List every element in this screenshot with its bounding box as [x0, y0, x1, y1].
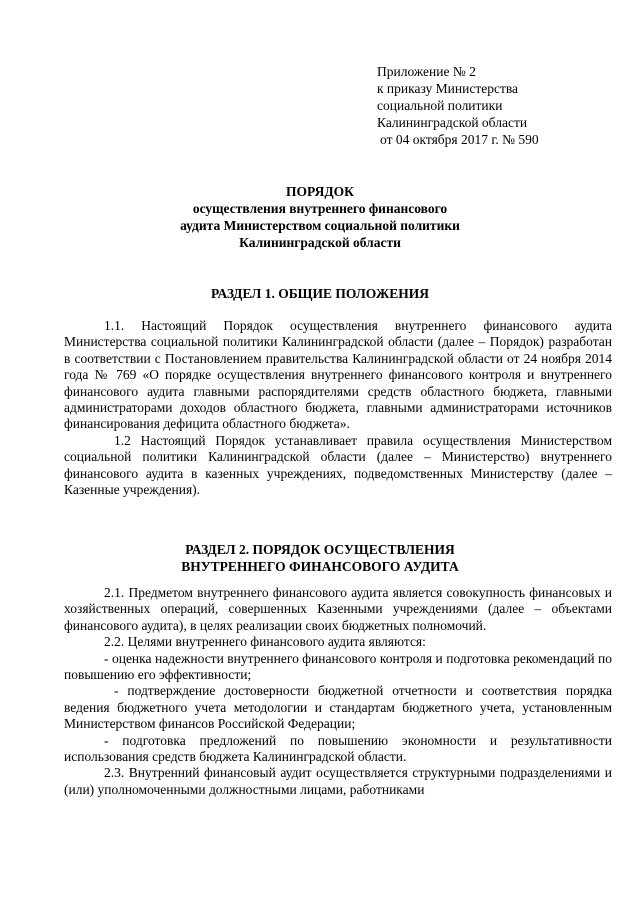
appendix-line-date: от 04 октября 2017 г. № 590: [380, 132, 539, 147]
title-line: Калининградской области: [239, 235, 401, 250]
section-1-body: [64, 318, 612, 498]
paragraph-2-3: 2.3. Внутренний финансовый аудит осуществляется структурными подразделениями и (или) уполномоченными должностными лицами, работниками: [64, 765, 612, 797]
appendix-block: [377, 63, 539, 148]
document-title: [0, 183, 640, 251]
section-heading-line: ВНУТРЕННЕГО ФИНАНСОВОГО АУДИТА: [181, 559, 459, 574]
paragraph-2-2-item: - подтверждение достоверности бюджетной отчетности и соответствия порядка ведения бюджетного учета методологии и стандартам бюджетного учета, установленным Министерством финансов Российской Федерации;: [64, 683, 612, 732]
title-line: аудита Министерством социальной политики: [180, 218, 460, 233]
section-heading-line: РАЗДЕЛ 1. ОБЩИЕ ПОЛОЖЕНИЯ: [210, 286, 430, 301]
title-line: ПОРЯДОК: [286, 184, 354, 199]
appendix-line: социальной политики: [377, 98, 503, 113]
section-2-body: [64, 585, 612, 798]
title-line: осуществления внутреннего финансового: [192, 201, 448, 216]
paragraph-2-2-item: - подготовка предложений по повышению экономности и результативности использования средств бюджета Калининградской области.: [64, 732, 612, 765]
appendix-line: Калининградской области: [377, 115, 528, 130]
section-1-heading: [0, 285, 640, 302]
section-2-heading: [0, 541, 640, 575]
appendix-line: к приказу Министерства: [377, 81, 519, 96]
paragraph-2-2: 2.2. Целями внутреннего финансового аудита являются:: [104, 634, 426, 650]
paragraph-1-1: 1.1. Настоящий Порядок осуществления внутреннего финансового аудита Министерства социальной политики Калининградской области (далее – Порядок) разработан в соответствии с Постановлением правительства Калининградской области от 24 ноября 2014 года № 769 «О порядке осуществления внутреннего финансового контроля и внутреннего финансового аудита главными распорядителями средств областного бюджета, главными администраторами доходов областного бюджета, главными администраторами источников финансирования дефицита областного бюджета».: [64, 318, 612, 432]
appendix-line: Приложение № 2: [377, 64, 476, 79]
paragraph-2-1: 2.1. Предметом внутреннего финансового аудита является совокупность финансовых и хозяйственных операций, совершенных Казенными учреждениями (далее – объектами финансового аудита), в целях реализации своих бюджетных полномочий.: [64, 585, 612, 633]
section-heading-line: РАЗДЕЛ 2. ПОРЯДОК ОСУЩЕСТВЛЕНИЯ: [185, 542, 455, 557]
paragraph-2-2-item: - оценка надежности внутреннего финансового контроля и подготовка рекомендаций по повышению его эффективности;: [64, 650, 612, 683]
paragraph-1-2: 1.2 Настоящий Порядок устанавливает правила осуществления Министерством социальной политики Калининградской области (далее – Министерство) внутреннего финансового аудита в казенных учреждениях, подведомственных Министерству (далее – Казенные учреждения).: [64, 432, 612, 498]
